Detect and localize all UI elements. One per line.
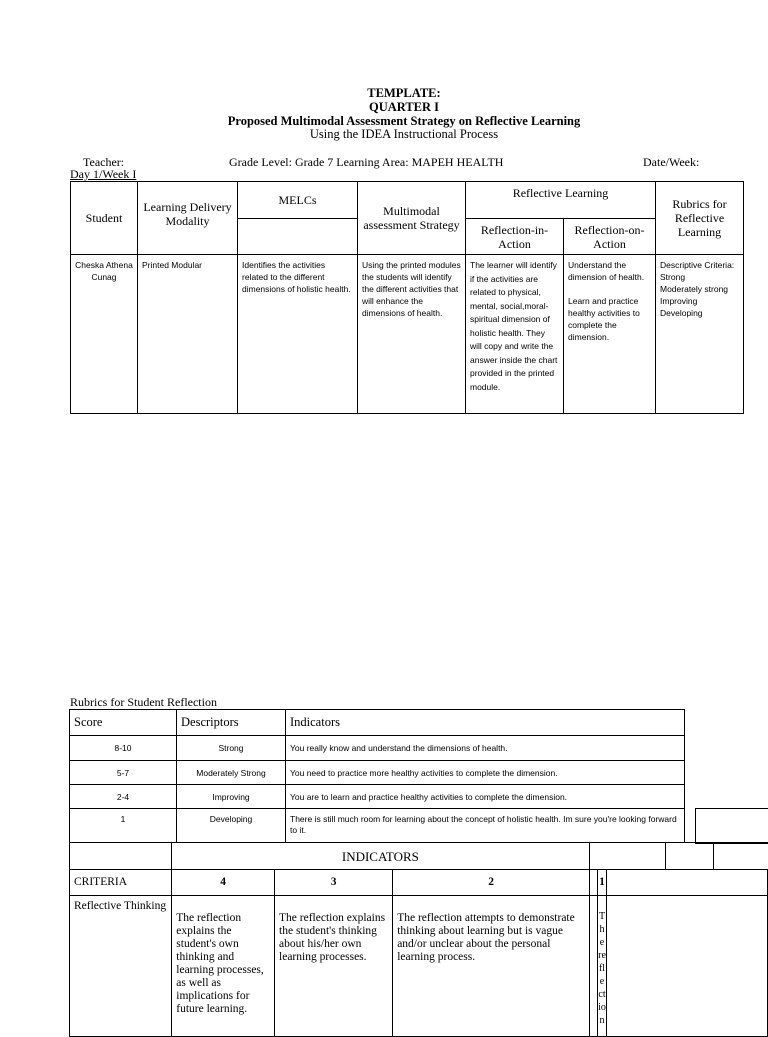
criteria-table xyxy=(69,842,768,1037)
criteria-level-1-cell xyxy=(589,896,767,1037)
level-1: 1 xyxy=(597,870,607,895)
rubric-score: 1 xyxy=(70,809,177,843)
rubric-descriptor: Strong xyxy=(177,736,286,761)
cell-reflection-on-action xyxy=(564,255,656,414)
rubrics-section-title: Rubrics for Student Reflection xyxy=(70,695,217,709)
rubric-indicator: You are to learn and practice healthy activities to complete the dimension. xyxy=(286,785,685,809)
header-multimodal: Multimodal assessment Strategy xyxy=(358,182,466,255)
rubric-indicator: You need to practice more healthy activities to complete the dimension. xyxy=(286,761,685,785)
cell-melcs: Identifies the activities related to the different dimensions of holistic health. xyxy=(238,255,358,414)
criteria-label: CRITERIA xyxy=(70,870,172,896)
cell-student: Cheska Athena Cunag xyxy=(71,255,138,414)
cell-modality: Printed Modular xyxy=(138,255,238,414)
level-1-cell xyxy=(589,870,767,896)
assessment-plan-table xyxy=(70,181,744,414)
teacher-label: Teacher: xyxy=(83,155,125,169)
criteria-level-1-text: The reflection xyxy=(597,896,607,1036)
criteria-level-2-text: The reflection attempts to demonstrate thinking about learning but is vague and/or unclear about the personal learning process. xyxy=(393,896,589,1037)
indicators-extra-3 xyxy=(714,843,768,870)
level-3: 3 xyxy=(275,870,393,896)
rubric-extra-cell xyxy=(695,808,768,844)
document-subtitle: Using the IDEA Instructional Process xyxy=(309,127,499,141)
rubric-indicator: There is still much room for learning about the concept of holistic health. Im sure you're looking forward to it. xyxy=(286,809,685,843)
header-modality: Learning Delivery Modality xyxy=(138,182,238,255)
header-reflective-learning: Reflective Learning xyxy=(466,182,656,219)
criteria-level-4-text: The reflection explains the student's own thinking and learning processes, as well as implications for future learning. xyxy=(172,896,275,1037)
indicators-extra-2 xyxy=(665,843,713,870)
rubrics-table xyxy=(69,709,685,843)
rubric-score: 8-10 xyxy=(70,736,177,761)
header-reflection-in-action: Reflection-in-Action xyxy=(466,219,564,255)
grade-level-label: Grade Level: Grade 7 Learning Area: MAPEH HEALTH xyxy=(229,155,504,169)
document-title: Proposed Multimodal Assessment Strategy on Reflective Learning xyxy=(227,114,581,128)
header-melcs: MELCs xyxy=(238,182,358,219)
on-action-line-1: Understand the dimension of health. xyxy=(568,260,645,282)
rubrics-header-indicators: Indicators xyxy=(286,710,685,736)
day-week-label: Day 1/Week I xyxy=(70,167,137,181)
rubric-descriptor: Improving xyxy=(177,785,286,809)
rubric-score: 5-7 xyxy=(70,761,177,785)
rubrics-header-score: Score xyxy=(70,710,177,736)
rubric-descriptor: Moderately Strong xyxy=(177,761,286,785)
indicators-title: INDICATORS xyxy=(172,843,589,870)
on-action-line-2: Learn and practice healthy activities to complete the dimension. xyxy=(568,296,640,342)
level-4: 4 xyxy=(172,870,275,896)
criteria-blank xyxy=(70,843,172,870)
quarter-label: QUARTER I xyxy=(368,100,440,114)
cell-rubrics: Descriptive Criteria: Strong Moderately strong Improving Developing xyxy=(656,255,744,414)
header-rubrics: Rubrics for Reflective Learning xyxy=(656,182,744,255)
level-2: 2 xyxy=(393,870,589,896)
rubric-score: 2-4 xyxy=(70,785,177,809)
indicators-extra-1 xyxy=(589,843,665,870)
date-week-label: Date/Week: xyxy=(643,155,700,169)
rubric-descriptor: Developing xyxy=(177,809,286,843)
cell-multimodal: Using the printed modules the students will identify the different activities that will enhance the dimensions of health. xyxy=(358,255,466,414)
rubric-indicator: You really know and understand the dimensions of health. xyxy=(286,736,685,761)
criteria-level-3-text: The reflection explains the student's thinking about his/her own learning processes. xyxy=(275,896,393,1037)
rubrics-header-descriptors: Descriptors xyxy=(177,710,286,736)
cell-reflection-in-action: The learner will identify if the activities are related to physical, mental, social,moral-spiritual dimension of holistic health. They will copy and write the answer inside the chart provided in the printed module. xyxy=(466,255,564,414)
header-reflection-on-action: Reflection-on-Action xyxy=(564,219,656,255)
header-melcs-blank xyxy=(238,219,358,255)
template-label: TEMPLATE: xyxy=(367,86,441,100)
header-student: Student xyxy=(71,182,138,255)
criteria-row-label: Reflective Thinking xyxy=(70,896,172,1037)
